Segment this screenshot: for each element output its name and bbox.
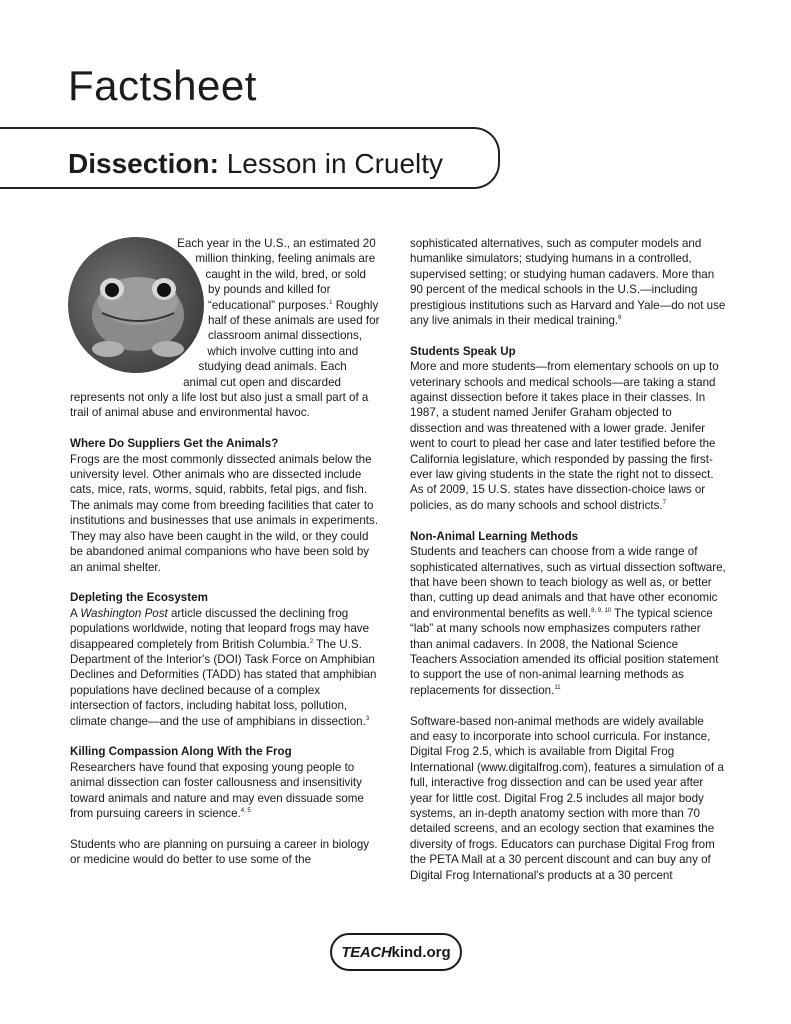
ecosystem-text-b: article discussed the declining frog populations worldwide, noting that leopard frogs may have disappeared completely from British Columbia. bbox=[70, 606, 370, 651]
methods-text-2: The typical science “lab” at many schools now emphasizes computers rather than animal cadavers. In 2008, the National Science Teachers Association amended its official position statement to support the use of non-animal learning methods as replacements for dissection. bbox=[410, 606, 719, 697]
ecosystem-heading: Depleting the Ecosystem bbox=[70, 591, 208, 605]
photo-wrap-space bbox=[68, 234, 208, 394]
footnote-ref: 1 bbox=[329, 299, 333, 306]
left-column bbox=[70, 236, 380, 868]
compassion-text: Researchers have found that exposing young people to animal dissection can foster callousness and insensitivity toward animals and nature and may even dissuade some from pursuing careers in science. bbox=[70, 760, 364, 820]
footnote-ref: 4, 5 bbox=[240, 807, 251, 814]
compassion-paragraph-2: Students who are planning on pursuing a career in biology or medicine would do better to use some of the bbox=[70, 837, 370, 867]
intro-text: Each year in the U.S., an estimated 20 million thinking, feeling animals are caught in the wild, bred, or sold by pounds and killed for “educational” purposes. bbox=[177, 237, 376, 312]
methods-text: Students and teachers can choose from a wide range of sophisticated alternatives, such as virtual dissection software, that have been shown to teach biology as well as, or better than, cutting up dead animals and that have other economic and environmental benefits as well. bbox=[410, 545, 726, 620]
software-paragraph: Software-based non-animal methods are widely available and easy to incorporate into school curricula. For instance, Digital Frog 2.5, which is available from Digital Frog International (www.digitalfrog.com), features a simulation of a full, interactive frog dissection and can be used year after year for little cost. Digital Frog 2.5 includes all major body systems, an in-depth anatomy section with more than 70 detailed screens, and an ecology section that examines the diversity of frogs. Educators can purchase Digital Frog from the PETA Mall at a 30 percent discount and can buy any of Digital Frog International's products at a 30 percent bbox=[410, 714, 724, 882]
continued-text: sophisticated alternatives, such as computer models and humanlike simulators; studying humans in a controlled, supervised setting; or studying human cadavers. More than 90 percent of the medical schools in the U.S.—including prestigious institutions such as Harvard and Yale—do not use any live animals in their medical training. bbox=[410, 237, 726, 328]
footnote-ref: 3 bbox=[365, 715, 370, 722]
intro-text-2: Roughly half of these animals are used for classroom animal dissections, which involve cutting into and studying dead animals. Each animal cut open and discarded represents not only a life lost but also just a small part of a trail of animal abuse and environmental havoc. bbox=[70, 298, 380, 420]
subtitle-bold: Dissection: bbox=[68, 148, 219, 179]
suppliers-heading: Where Do Suppliers Get the Animals? bbox=[70, 437, 279, 451]
footnote-ref: 6 bbox=[618, 315, 622, 322]
page-title: Factsheet bbox=[68, 62, 257, 109]
teachkind-logo[interactable] bbox=[330, 933, 462, 971]
washington-post-title: Washington Post bbox=[80, 606, 168, 620]
ecosystem-text-c: The U.S. Department of the Interior's (DOI) Task Force on Amphibian Declines and Deformities (TADD) has stated that amphibian populations have declined because of a complex intersection of factors, including habitat loss, pollution, climate change—and the use of amphibians in dissection. bbox=[70, 637, 377, 728]
footnote-ref: 11 bbox=[554, 684, 561, 691]
compassion-paragraph bbox=[70, 760, 380, 822]
logo-teach: TEACH bbox=[341, 943, 392, 961]
ecosystem-paragraph bbox=[70, 606, 380, 729]
logo-kind: kind.org bbox=[391, 943, 451, 961]
footnote-ref: 8, 9, 10 bbox=[591, 607, 612, 614]
document-subtitle bbox=[68, 148, 443, 180]
right-column bbox=[410, 236, 726, 883]
continued-paragraph bbox=[410, 236, 726, 328]
methods-paragraph bbox=[410, 544, 726, 698]
footnote-ref: 7 bbox=[662, 499, 666, 506]
students-heading: Students Speak Up bbox=[410, 344, 516, 358]
footnote-ref: 2 bbox=[309, 638, 314, 645]
students-text: More and more students—from elementary schools on up to veterinary schools and medical schools—are taking a stand against dissection before it takes place in their classes. In 1987, a student named Jenifer Graham objected to dissection and was threatened with a lower grade. Jenifer went to court to plead her case and later testified before the California legislature, which responded by passing the first-ever law giving students in the state the right not to dissect. As of 2009, 15 U.S. states have dissection-choice laws or policies, as do many schools and school districts. bbox=[410, 360, 719, 512]
students-paragraph bbox=[410, 359, 726, 513]
ecosystem-text-a: A bbox=[70, 606, 81, 620]
compassion-heading: Killing Compassion Along With the Frog bbox=[70, 745, 292, 759]
methods-heading: Non-Animal Learning Methods bbox=[410, 529, 579, 543]
subtitle-rest: Lesson in Cruelty bbox=[218, 148, 444, 179]
suppliers-paragraph: Frogs are the most commonly dissected animals below the university level. Other animals who are dissected include cats, mice, rats, worms, squid, rabbits, fetal pigs, and fish. The animals may come from breeding facilities that cater to institutions and businesses that use animals in experiments. They may also have been caught in the wild, or they could be abandoned animal companions who have been sold by an animal shelter. bbox=[70, 452, 379, 574]
